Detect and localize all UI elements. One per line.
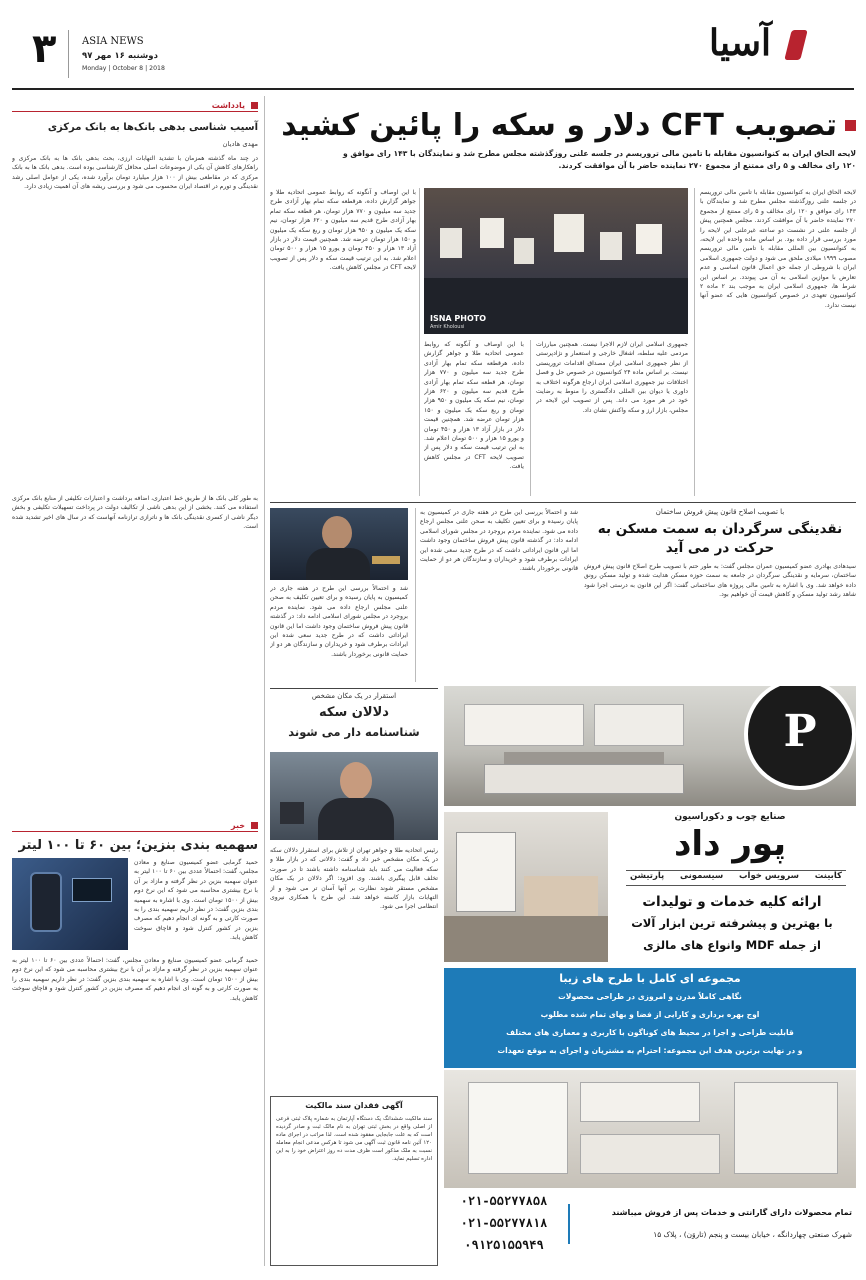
- ad-tagline: صنایع چوب و دکوراسیون: [674, 812, 786, 822]
- main-col3: با این اوصاف و آنگونه که روابط عمومی اتحادیه طلا و جواهر گزارش داده، هرقطعه سکه تمام بهار آزادی طرح جدید سه میلیون و ۷۷۰ هزار تومان، هر قطعه سکه تمام بهار آزادی طرح قدیم سه میلیون و ۶۲۰ هزار تومان، نیم سکه یک میلیون و ۹۵۰ هزار تومان و ربع سکه یک میلیون و ۱۵۰ هزار تومان عرضه شد. همچنین قیمت دلار در بازار آزاد ۱۳ هزار و ۴۵۰ تومان و یورو ۱۵ هزار و ۵۰۰ تومان اعلام شد. به این ترتیب قیمت سکه و دلار پس از تصویب لایحه CFT در مجلس کاهش یافت.: [424, 341, 524, 471]
- news-title: سهمیه بندی بنزین؛ بین ۶۰ تا ۱۰۰ لیتر: [18, 838, 258, 853]
- main-col1: لایحه الحاق ایران به کنوانسیون مقابله با تامین مالی تروریسم در جلسه علنی روزگذشته مجلس مطرح شد و نمایندگان با ۱۴۳ رای موافق و ۱۲۰ رای مخالف و ۵ رای ممتنع از مجموع ۲۷۰ نماینده حاضر با آن موافقت کردند. مجلس همچنین پیش از جلسه علنی در نشست دو ساعته غیرعلنی این لایحه را مورد بررسی قرار داده بود. بر اساس ماده واحده این لایحه، به کنوانسیون بین المللی مقابله با تامین مالی تروریسم مصوب ۱۹۹۹ میلادی ملحق می شود و دولت جمهوری اسلامی ایران با شروطی از جمله حق اعمال قانون اساسی و عدم تعارض با موازین اسلامی به آن می پیوندد. بر اساس این شرط ها، جمهوری اسلامی ایران به موجب بند ۲ ماده ۲ کنوانسیون تعهدی در خصوص کنوانسیون هایی که عضو آنها نیست ندارد.: [700, 189, 856, 309]
- pourdad-ad: [444, 686, 856, 1266]
- article2-body-lower: شد و احتمالاً بررسی این طرح در هفته جاری در کمیسیون به پایان رسیده و برای تعیین تکلیف به صحن علنی مجلس ارجاع داده می شود. نماینده مردم بروجرد در مجلس شورای اسلامی ادامه داد: در گذشته قانون پیش فروش ساختمان وجود داشت اما این قانون ایراداتی داشت که در طرح جدید سعی شده این ایرادات برطرف شود و خریداران و سازندگان هر دو از حمایت قانونی برخوردار باشند.: [270, 585, 408, 658]
- ad-banner-line: نگاهی کاملاً مدرن و امروزی در طراحی محصولات: [558, 992, 742, 1001]
- phone-number[interactable]: ۰۹۱۲۵۱۵۵۹۴۹: [464, 1238, 544, 1252]
- article3-title: دلالان سکه: [319, 705, 389, 720]
- pump-nozzle-icon: [30, 872, 62, 932]
- ad-banner-title: مجموعه ای کامل با طرح های زیبا: [559, 972, 741, 985]
- ad-banner-line: اوج بهره برداری و کارایی از فضا و بهای تمام شده مطلوب: [540, 1010, 760, 1019]
- article3-title-line2: شناسنامه دار می شوند: [288, 725, 420, 739]
- article2-kicker: با تصویب اصلاح قانون پیش فروش ساختمان: [655, 508, 785, 516]
- service-item: کابینت: [814, 871, 842, 881]
- ad-footer-line: تمام محصولات دارای گارانتی و خدمات پس از فروش میباشند: [611, 1208, 852, 1217]
- article2-body: سیدهادی بهادری عضو کمیسیون عمران مجلس گفت: به طور حتم با تصویب طرح اصلاح قانون پیش فروش ساختمان، سرمایه و نقدینگی سرگردان در جامعه به سمت حوزه مسکن هدایت شده و تولید مسکن رونق داده خواهد شد. وی با اشاره به تامین مالی پروژه های ساختمانی گفت: اگر این قانون به درستی اجرا شود شاهد رشد تولید مسکن و کاهش قیمت آن خواهیم بود.: [584, 563, 856, 599]
- ad-brand: پور داد: [673, 824, 787, 864]
- parliament-photo: [424, 188, 688, 334]
- phone-number[interactable]: ۰۲۱-۵۵۲۷۷۸۵۸: [460, 1194, 548, 1208]
- editorial-title: آسیب شناسی بدهی بانک‌ها به بانک مرکزی: [47, 122, 258, 133]
- ad-services: [626, 870, 846, 886]
- main-lead: لایحه الحاق ایران به کنوانسیون مقابله با تامین مالی تروریسم در جلسه علنی روزگذشته مجلس مطرح شد و نمایندگان با ۱۴۳ رای موافق و ۱۲۰ رای مخالف و ۵ رای ممتنع از مجموع ۲۷۰ نماینده حاضر با آن موافقت کردند.: [343, 149, 856, 170]
- news-paragraph: حمید گرمابی عضو کمیسیون صنایع و معادن مجلس، گفت: احتمالاً عددی بین ۶۰ تا ۱۰۰ لیتر به عنوان سهمیه بنزین در نظر گرفته و مازاد بر آن با نرخ بیشتری محاسبه می شود که این نرخ دوم بیش از ۱۵۰۰ تومان است. وی با اشاره به سهمیه بندی بنزین گفت: در نظر داریم سهمیه بندی را به صورت کارتی و به گونه ای انجام دهیم که مصرف بنزین در کشور کنترل شود و قاچاق سوخت کاهش یابد.: [12, 957, 258, 1002]
- ad-logo-letter: P: [783, 706, 817, 757]
- date-en: Monday | October 8 | 2018: [82, 65, 165, 72]
- date-fa: دوشنبه ۱۶ مهر ۹۷: [82, 51, 158, 61]
- main-headline: تصویب CFT دلار و سکه را پائین کشید: [281, 108, 837, 143]
- article2-title: نقدینگی سرگردان به سمت مسکن به حرکت در می آید: [597, 521, 843, 556]
- editorial-paragraph: در چند ماه گذشته همزمان با تشدید التهابات ارزی، بحث بدهی بانک ها به بانک مرکزی و راهکارهای کاهش آن یکی از موضوعات اصلی محافل کارشناسی بوده است. بدهی بانک ها به بانک مرکزی که در مقاطعی بیش از ۱۰۰ هزار میلیارد تومان برآورد شده، یکی از عوامل اصلی رشد نقدینگی و تورم در اقتصاد ایران محسوب می شود و بررسی ریشه های آن اهمیت زیادی دارد.: [12, 155, 258, 191]
- logo: [692, 18, 822, 74]
- kitchen-photo-2: [444, 1070, 856, 1188]
- paper-name: ASIA NEWS: [82, 36, 144, 47]
- photo-author: Amir Kholousi: [430, 324, 465, 330]
- notice-title: آگهی فقدان سند مالکیت: [305, 1101, 403, 1110]
- editorial-paragraph: به طور کلی بانک ها از طریق خط اعتباری، اضافه برداشت و اعتبارات تکلیفی از منابع بانک مرکزی استفاده می کنند. بخشی از این بدهی ناشی از تکالیف دولت در پرداخت تسهیلات تکلیفی و بخش دیگر ناشی از کسری نقدینگی بانک ها و ناترازی ترازنامه آنهاست که در سال های اخیر تشدید شده است.: [12, 495, 258, 531]
- headline-marker: [845, 120, 856, 131]
- ad-footer: [444, 1190, 856, 1266]
- service-item: سیسمونی: [679, 871, 724, 881]
- ad-footer-line: شهرک صنعتی چهاردانگه ، خیابان بیست و پنجم (تاروَن) ، پلاک ۱۵: [653, 1230, 852, 1239]
- logo-text: آسیا: [709, 22, 771, 64]
- article3-kicker: استقرار در یک مکان مشخص: [311, 692, 397, 700]
- notice-body: سند مالکیت ششدانگ یک دستگاه آپارتمان به شماره پلاک ثبتی فرعی از اصلی واقع در بخش ثبتی تهران به نام مالک ثبت و صادر گردیده است که به علت جابجایی مفقود شده است. لذا مراتب در اجرای ماده ۱۲۰ آئین نامه قانون ثبت آگهی می شود تا هرکس مدعی انجام معامله نسبت به ملک مذکور است ظرف مدت ده روز اعتراض خود را به این اداره تسلیم نماید.: [276, 1116, 432, 1162]
- phone-icon: [568, 1204, 578, 1244]
- bahadori-photo: [270, 508, 408, 580]
- photo-credit: ISNA PHOTO: [430, 314, 487, 323]
- ad-banner: [444, 968, 856, 1068]
- service-item: پارتیشن: [630, 871, 665, 881]
- main-col2: جمهوری اسلامی ایران لازم الاجرا نیست. همچنین مبارزات مردمی علیه سلطه، اشغال خارجی و استعمار و نژادپرستی از نظر جمهوری اسلامی ایران مصداق اقدامات تروریستی نیست. بر اساس ماده ۲۴ کنوانسیون در خصوص حل و فصل اختلافات نیز جمهوری اسلامی ایران ارجاع هرگونه اختلاف به داوری یا دیوان بین المللی دادگستری را منوط به رضایت خود در هر مورد می داند. پس از تصویب این لایحه در مجلس، بازار ارز و سکه واکنش نشان داد.: [536, 341, 688, 414]
- pump-display-icon: [72, 878, 112, 902]
- fuel-pump-photo: [12, 858, 128, 950]
- article3-body: رئیس اتحادیه طلا و جواهر تهران از تلاش برای استقرار دلالان سکه در یک مکان مشخص خبر داد و گفت: دلالانی که در بازار طلا و سکه فعالیت می کنند باید شناسنامه داشته باشند تا در صورت تخلف قابل پیگیری باشند. وی افزود: اگر دلالان در یک مکان مشخص مستقر شوند نظارت بر آنها آسان تر می شود و از التهابات بازار کاسته خواهد شد. این طرح با همکاری نیروی انتظامی اجرا می شود.: [270, 847, 438, 911]
- ad-banner-line: و در نهایت برترین هدف این مجموعه: احترام به مشتریان و اجرای به موقع تعهدات: [497, 1046, 803, 1055]
- section-marker: [251, 102, 258, 109]
- ad-headline3: از جمله MDF وانواع های مالزی: [643, 938, 821, 952]
- section-label: یادداشت: [211, 101, 245, 110]
- editorial-author: مهدی هادیان: [222, 140, 258, 148]
- ad-headline1: ارائه کلیه خدمات و تولیدات: [642, 894, 822, 910]
- gold-union-head-photo: [270, 752, 438, 840]
- ad-headline2: با بهترین و پیشرفته ترین ابزار آلات: [631, 916, 833, 930]
- service-item: سرویس خواب: [739, 871, 800, 881]
- page-number: ۳: [32, 26, 57, 72]
- phone-number[interactable]: ۰۲۱-۵۵۲۷۷۸۱۸: [460, 1216, 548, 1230]
- main-col3-upper: با این اوصاف و آنگونه که روابط عمومی اتحادیه طلا و جواهر گزارش داده، هرقطعه سکه تمام بهار آزادی طرح جدید سه میلیون و ۷۷۰ هزار تومان، هر قطعه سکه تمام بهار آزادی طرح قدیم سه میلیون و ۶۲۰ هزار تومان، نیم سکه یک میلیون و ۹۵۰ هزار تومان و ربع سکه یک میلیون و ۱۵۰ هزار تومان عرضه شد. همچنین قیمت دلار در بازار آزاد ۱۳ هزار و ۴۵۰ تومان و یورو ۱۵ هزار و ۵۰۰ تومان اعلام شد. به این ترتیب قیمت سکه و دلار پس از تصویب لایحه CFT در مجلس کاهش یافت.: [270, 189, 416, 272]
- news-paragraph: حمید گرمابی عضو کمیسیون صنایع و معادن مجلس، گفت: احتمالاً عددی بین ۶۰ تا ۱۰۰ لیتر به عنوان سهمیه بنزین در نظر گرفته و مازاد بر آن با نرخ بیشتری محاسبه می شود که این نرخ دوم بیش از ۱۵۰۰ تومان است. وی با اشاره به سهمیه بندی بنزین گفت: در نظر داریم سهمیه بندی را به صورت کارتی و به گونه ای انجام دهیم که مصرف بنزین در کشور کنترل شود و قاچاق سوخت کاهش یابد.: [134, 859, 258, 942]
- section-marker: [251, 822, 258, 829]
- article2-body-continued: شد و احتمالاً بررسی این طرح در هفته جاری در کمیسیون به پایان رسیده و برای تعیین تکلیف به صحن علنی مجلس ارجاع داده می شود. نماینده مردم بروجرد در مجلس شورای اسلامی ادامه داد: در گذشته قانون پیش فروش ساختمان وجود داشت اما این قانون ایراداتی داشت که در طرح جدید سعی شده این ایرادات برطرف شود و خریداران و سازندگان هر دو از حمایت قانونی برخوردار باشند.: [420, 509, 578, 573]
- section-label: خبر: [230, 821, 245, 830]
- ad-banner-line: قابلیت طراحی و اجرا در محیط های کوناگون با کاربری و معماری های مختلف: [506, 1028, 794, 1037]
- bedroom-photo: [444, 812, 608, 962]
